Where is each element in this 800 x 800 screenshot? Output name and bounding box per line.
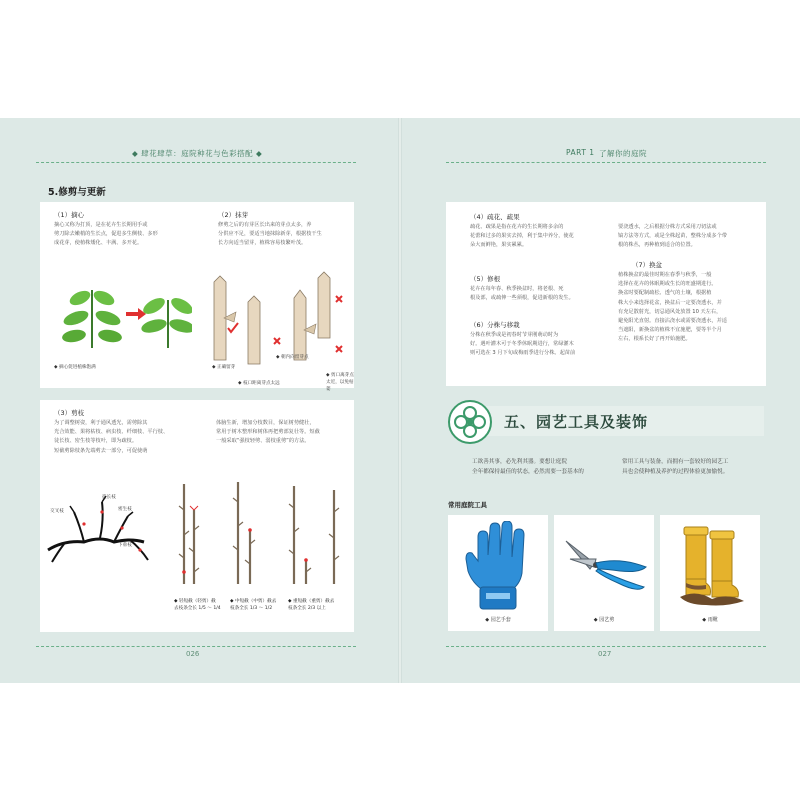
pruning-title: （3）剪枝 xyxy=(54,409,85,417)
right-running-header-title: 了解你的庭院 xyxy=(599,149,647,158)
caption-close-cut: ◆ 剪口离芽点 太近，以免枯萎 xyxy=(326,373,354,392)
disbudding-text: 修剪之后的有芽区长出来的芽点太多，养 分供应不足，要适当地抹除新芽，根据枝干生 长方向适当留芽，植株容易枝繁叶茂。 xyxy=(218,222,322,247)
care-panel xyxy=(446,202,766,386)
tools-intro-left: 工欲善其事，必先利其器。要想让庭院 全年都保持最佳的状态，必然需要一套基本的 xyxy=(472,459,584,475)
root-pruning-text: 花卉在每年春、秋季换盆时，将老根、死 根及部，或疏伸一些须根，促进新根的发生。 xyxy=(470,286,574,302)
right-page-number: 027 xyxy=(598,650,612,658)
root-pruning-title: （5）修根 xyxy=(470,275,501,283)
branch-types-illustration xyxy=(44,490,162,572)
repotting-title: （7）换盆 xyxy=(632,261,663,269)
tool-caption-boots: ◆ 雨靴 xyxy=(702,617,718,623)
header-divider-left xyxy=(36,162,356,163)
label-crossing-branch: 交叉枝 xyxy=(50,509,64,514)
pruning-shears-icon xyxy=(560,533,650,603)
caption-medium-heading: ◆ 中短截（中剪）截去 枝条全长 1/3 ～ 1/2 xyxy=(230,599,277,611)
tools-label: 常用庭院工具 xyxy=(448,501,487,509)
division-title: （6）分株与移栽 xyxy=(470,321,520,329)
repotting-text: 植株换盆的最佳时期在春季与秋季，一般 选择在花卉的休眠期或生长的旺盛期进行。 换盆时要配制疏松、透气的土壤，根据植 株大小来选择花盆，换盆后一定要浇透水，并 有充足散射光，切忌通风处放置 10 天左右， 避免阳光直射。直接沾浇水或需要浇透水，并适 当遮阳，新换盆的植株不宜施肥，要等半个月 左右，根系长好了再开始施肥。 xyxy=(618,272,727,343)
thinning-text: 疏花、疏果是指在花卉的生长期将多余的 花蕾和过多的果实去掉，利于集中养分，使花 朵大而鲜艳，果实累累。 xyxy=(470,224,574,249)
tool-card-gloves xyxy=(448,515,548,631)
rain-boots-icon xyxy=(676,525,748,607)
pruning-panel-top xyxy=(40,202,354,392)
book-gutter xyxy=(398,118,402,683)
pinching-caption: ◆ 摘心促进植株饱满 xyxy=(54,365,96,370)
pinching-illustration xyxy=(52,270,192,352)
footer-divider-left xyxy=(36,646,356,647)
header-divider-right xyxy=(446,162,766,163)
label-drooping-branch: 下垂枝 xyxy=(118,543,132,548)
division-text: 分株在秋季或是初春时节芽刚萌动时为 好。遇叶灌木可于冬季休眠期进行，常绿灌木 则可选在 3 月下旬或梅雨季进行分株。起苗前 xyxy=(470,332,576,357)
flower-emblem-icon xyxy=(448,400,492,444)
tool-caption-pruners: ◆ 园艺剪 xyxy=(593,617,615,623)
tool-caption-gloves: ◆ 园艺手套 xyxy=(485,617,511,623)
thinning-title: （4）疏花、疏果 xyxy=(470,213,520,221)
caption-heavy-heading: ◆ 重短截（重剪）截去 枝条全长 2/3 以上 xyxy=(288,599,335,611)
pruning-text-right: 体脑生新，增加分枝数目，保证树势健壮， 常用于树木整形和树体再把剪部复壮等。短截 一般采取“强枝轻剪、弱枝重剪”的方法。 xyxy=(216,420,320,445)
pinching-title: （1）摘心 xyxy=(54,211,85,219)
caption-light-heading: ◆ 轻短截（轻剪）截 去枝条全长 1/5 ～ 1/4 xyxy=(174,599,221,611)
chapter-title-block xyxy=(448,400,766,444)
gardening-glove-icon xyxy=(464,521,534,611)
caption-inward-bud: ◆ 朝内向留芽点 xyxy=(276,355,309,360)
label-water-sprout: 徒长枝 xyxy=(102,495,116,500)
caption-correct-bud: ◆ 正确留芽 xyxy=(212,365,236,370)
heading-back-illustration xyxy=(164,480,352,588)
footer-divider-right xyxy=(446,646,766,647)
pruning-text: 为了调整树姿，利于通风透光，需剪除其 光合效能、果将枯枝、病虫枝、纤细枝、平行枝、 徒长枝、密生枝等枝叶，即为疏枝。 短截剪除枝条先端剪去一部分，可促使萌 xyxy=(54,420,169,454)
caption-far-cut: ◆ 枝口距离芽点太远 xyxy=(238,381,280,386)
book-spread xyxy=(0,118,800,683)
tool-card-pruners xyxy=(554,515,654,631)
pinching-text: 摘心又称为打顶，是在花卉生长期用手或 剪刀除去嫩梢的生长点，促进多生侧枝、多形 成花芽，使植株矮化、丰满、多开花。 xyxy=(54,222,158,247)
left-page-number: 026 xyxy=(186,650,200,658)
right-running-header-part: PART 1 xyxy=(566,148,595,157)
left-running-header: ◆ 肆花肆草：庭院种花与色彩搭配 ◆ xyxy=(132,149,263,158)
label-dense-branch: 密生枝 xyxy=(118,507,132,512)
tool-card-boots xyxy=(660,515,760,631)
section-title: 5.修剪与更新 xyxy=(48,187,106,198)
division-text-cont: 要浇透水，之后根据分株方式采用刀切法或 镐方法等方式，或是全株起苗，整株分成多个带 根的株丛，再种植到适合的位置。 xyxy=(618,224,727,249)
pruning-panel-bottom xyxy=(40,400,354,632)
disbudding-title: （2）抹芽 xyxy=(218,211,249,219)
chapter-title: 五、园艺工具及装饰 xyxy=(504,413,649,431)
disbudding-illustration xyxy=(198,268,348,378)
tools-intro-right: 常用工具与装备，而拥有一套较好的园艺工 具也会使种植及养护的过程体验更加愉悦。 xyxy=(622,459,729,475)
